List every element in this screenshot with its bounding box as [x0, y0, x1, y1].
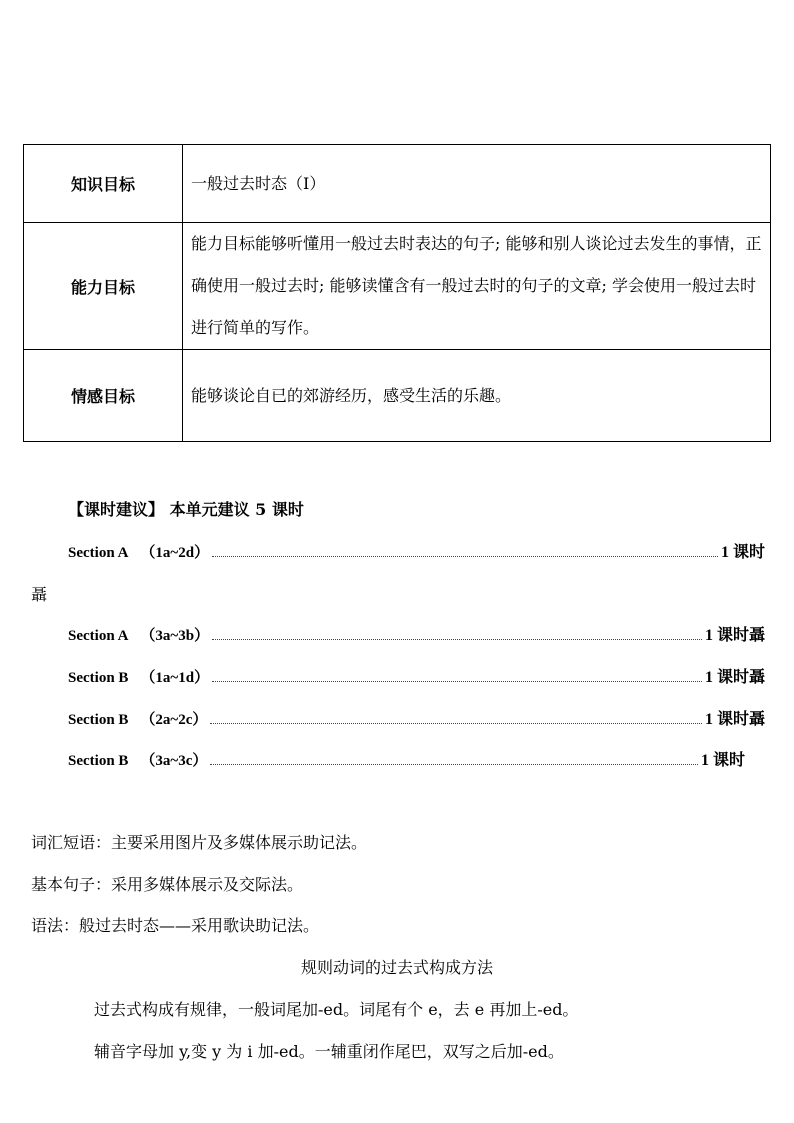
rule-line: 过去式构成有规律，一般词尾加-ed。词尾有个 e，去 e 再加上-ed。 — [94, 1000, 579, 1019]
leader-dots — [212, 638, 702, 640]
rules-title: 规则动词的过去式构成方法 — [300, 958, 493, 977]
rule-line: 辅音字母加 y,变 y 为 i 加-ed。一辅重闭作尾巴，双写之后加-ed。 — [94, 1042, 564, 1061]
section-range: （3a~3c） — [140, 753, 208, 769]
schedule-heading: 【课时建议】 本单元建议 5 课时 — [68, 500, 304, 519]
goal-content: 能力目标能够听懂用一般过去时表达的句子; 能够和别人谈论过去发生的事情，正确使用一般过去时; 能够读懂含有一般过去时的句子的文章; 学会使用一般过去时进行简单的写作。 — [183, 223, 771, 350]
wrapped-char: 聶 — [31, 585, 48, 604]
section-hours: 1 课时聶 — [704, 669, 765, 686]
goal-row-ability — [24, 223, 771, 350]
goal-label: 知识目标 — [24, 145, 183, 223]
goal-label: 能力目标 — [24, 223, 183, 350]
goal-content: 能够谈论自已的郊游经历，感受生活的乐趣。 — [183, 350, 771, 442]
leader-dots — [210, 722, 702, 724]
section-range: （1a~2d） — [140, 545, 210, 561]
goal-content: 一般过去时态（Ⅰ） — [183, 145, 771, 223]
goal-row-knowledge — [24, 145, 771, 223]
section-name: Section B — [68, 753, 129, 769]
schedule-item — [68, 747, 745, 770]
goal-label: 情感目标 — [24, 350, 183, 442]
section-range: （1a~1d） — [140, 670, 210, 686]
section-name: Section A — [68, 628, 129, 644]
section-hours: 1 课时 — [720, 544, 765, 561]
schedule-item — [68, 622, 765, 645]
schedule-item — [68, 706, 765, 729]
goal-row-emotion — [24, 350, 771, 442]
section-hours: 1 课时 — [700, 752, 745, 769]
section-range: （3a~3b） — [140, 628, 210, 644]
goals-table — [23, 144, 771, 442]
schedule-item — [68, 539, 765, 562]
section-name: Section B — [68, 712, 129, 728]
method-sentences: 基本句子：采用多媒体展示及交际法。 — [31, 875, 304, 894]
section-hours: 1 课时聶 — [704, 627, 765, 644]
leader-dots — [212, 555, 718, 557]
schedule-item — [68, 664, 765, 687]
leader-dots — [210, 763, 698, 765]
leader-dots — [212, 680, 702, 682]
section-range: （2a~2c） — [140, 712, 208, 728]
method-grammar: 语法：般过去时态——采用歌诀助记法。 — [31, 916, 320, 935]
method-vocabulary: 词汇短语：主要采用图片及多媒体展示助记法。 — [31, 833, 368, 852]
section-hours: 1 课时聶 — [704, 711, 765, 728]
section-name: Section B — [68, 670, 129, 686]
section-name: Section A — [68, 545, 129, 561]
